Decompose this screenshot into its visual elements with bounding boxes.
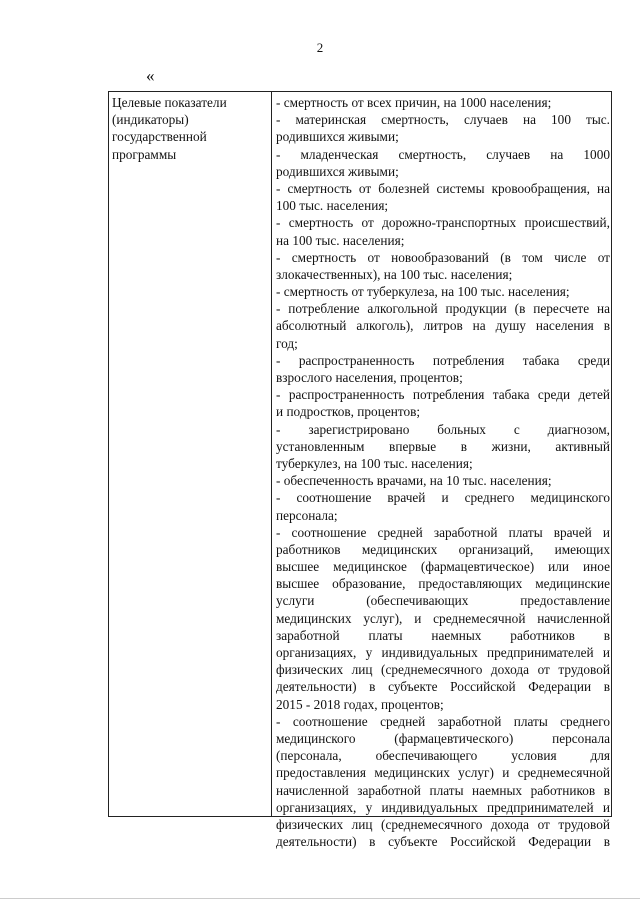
indicator-text-line: предоставления медицинских услуг) и среднемесячной [276,765,610,781]
indicator-text-line: - смертность от новообразований (в том числе от [276,249,610,265]
indicator-text-line: организациях, у индивидуальных предпринимателей и [276,645,610,660]
indicator-text-line: физических лиц (среднемесячного дохода от трудовой [276,816,610,832]
label-line: программы [112,146,177,162]
indicator-text-line: - материнская смертность, случаев на 100 тыс. [276,112,610,128]
indicator-text-line: - соотношение врачей и среднего медицинского [276,490,610,506]
indicator-text-line: физических лиц (среднемесячного дохода от трудовой [276,662,610,678]
opening-quote-mark: « [146,66,155,85]
page-bottom-edge [0,898,640,899]
indicator-text-line: - зарегистрировано больных с диагнозом, [276,421,610,437]
indicator-text-line: - смертность от всех причин, на 1000 населения; [276,95,552,110]
indicator-text-line: персонала; [276,507,338,523]
indicators-table [108,91,612,850]
indicator-text-line: - соотношение средней заработной платы врачей и [276,524,610,540]
indicator-text-line: высшее медицинское (фармацевтическое) или иное [276,559,610,575]
indicator-text-line: - потребление алкогольной продукции (в пересчете на [276,301,610,317]
indicator-text-line: медицинского (фармацевтического) персонала [276,730,610,746]
indicator-text-line: злокачественных), на 100 тыс. населения; [276,266,513,282]
indicator-text-line: начисленной заработной платы наемных работников в [276,782,610,798]
indicator-text-line: - распространенность потребления табака среди детей [276,387,610,403]
table-content-cell [276,94,610,850]
indicator-text-line: 2015 - 2018 годах, процентов; [276,696,444,712]
indicator-text-line: деятельности) в субъекте Российской Федерации в [276,834,610,850]
indicator-text-line: (персонала, обеспечивающего условия для [276,748,610,764]
column-divider [271,92,272,816]
indicator-text-line: на 100 тыс. населения; [276,232,405,248]
indicator-text-line: и подростков, процентов; [276,404,421,420]
indicator-text-line: 100 тыс. населения; [276,198,389,214]
indicator-text-line: - соотношение средней заработной платы среднего [276,713,610,729]
indicator-text-line: родившихся живыми; [276,163,399,179]
indicator-text-line: медицинских услуг), и среднемесячной начисленной [276,610,610,626]
indicator-text-line: абсолютный алкоголь), литров на душу населения в [276,318,610,334]
indicator-text-line: организациях, у индивидуальных предпринимателей и [276,799,610,815]
indicator-text-line: - обеспеченность врачами, на 10 тыс. населения; [276,473,552,489]
indicator-text-line: родившихся живыми; [276,129,399,145]
indicator-text-line: услуги (обеспечивающих предоставление [276,593,610,609]
indicator-text-line: деятельности) в субъекте Российской Федерации в [276,679,610,695]
indicator-text-line: - смертность от дорожно-транспортных происшествий, [276,215,610,231]
indicator-text-line: взрослого населения, процентов; [276,370,463,385]
indicator-text-line: работников медицинских организаций, имеющих [276,541,610,557]
indicator-text-line: - смертность от болезней системы кровообращения, на [276,180,610,196]
indicator-text-line: заработной платы наемных работников в [276,627,610,643]
label-line: (индикаторы) [112,112,189,128]
indicator-text-line: год; [276,335,298,351]
indicator-text-line: - младенческая смертность, случаев на 1000 [276,146,610,162]
indicator-text-line: высшее образование, предоставляющих медицинские [276,576,610,592]
label-line: Целевые показатели [112,95,227,110]
label-line: государственной [112,129,207,145]
indicator-text-line: - смертность от туберкулеза, на 100 тыс. населения; [276,284,570,300]
indicator-text-line: - распространенность потребления табака среди [276,352,610,368]
indicator-text-line: установленным впервые в жизни, активный [276,438,610,454]
page-number: 2 [316,40,324,55]
table-label-cell [112,94,264,163]
indicator-text-line: туберкулез, на 100 тыс. населения; [276,455,473,471]
